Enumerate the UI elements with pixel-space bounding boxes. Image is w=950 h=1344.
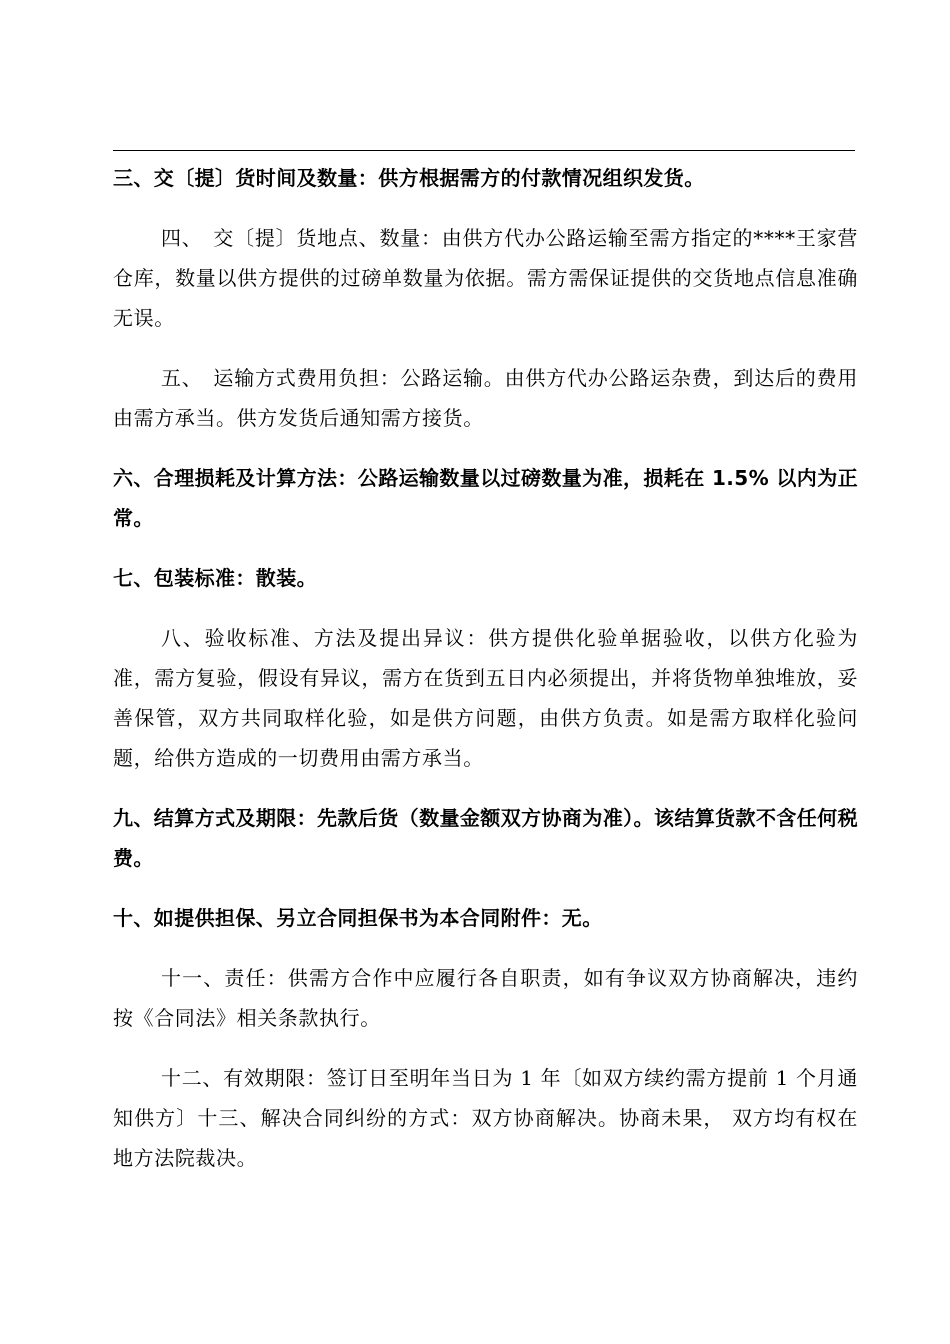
clause-3-delivery-time: 三、交〔提〕货时间及数量：供方根据需方的付款情况组织发货。 [113, 166, 705, 190]
clause-5-transport-cost: 五、 运输方式费用负担：公路运输。由供方代办公路运杂费，到达后的费用由需方承当。供方发货后通知需方接货。 [113, 366, 858, 430]
clause-8-acceptance: 八、验收标准、方法及提出异议：供方提供化验单据验收，以供方化验为准，需方复验，假设有异议，需方在货到五日内必须提出，并将货物单独堆放，妥善保管，双方共同取样化验，如是供方问题，由供方负责。如是需方取样化验问题，给供方造成的一切费用由需方承当。 [113, 626, 858, 770]
clause-9-settlement: 九、结算方式及期限：先款后货（数量金额双方协商为准）。该结算货款不含任何税费。 [113, 806, 858, 870]
clause-4-delivery-location: 四、 交〔提〕货地点、数量：由供方代办公路运输至需方指定的****王家营仓库，数量以供方提供的过磅单数量为依据。需方需保证提供的交货地点信息准确无误。 [113, 226, 858, 330]
header-rule [113, 150, 855, 151]
clause-6-loss-calculation: 六、合理损耗及计算方法：公路运输数量以过磅数量为准，损耗在 1.5% 以内为正常。 [113, 466, 858, 530]
clause-11-liability: 十一、责任：供需方合作中应履行各自职责，如有争议双方协商解决，违约按《合同法》相关条款执行。 [113, 966, 858, 1030]
clause-12-validity: 十二、有效期限：签订日至明年当日为 1 年〔如双方续约需方提前 1 个月通知供方〕十三、解决合同纠纷的方式：双方协商解决。协商未果， 双方均有权在地方法院裁决。 [113, 1066, 858, 1170]
clause-7-packaging: 七、包装标准：散装。 [113, 566, 317, 590]
clause-10-guarantee: 十、如提供担保、另立合同担保书为本合同附件：无。 [113, 906, 603, 930]
document-body [113, 158, 858, 1198]
